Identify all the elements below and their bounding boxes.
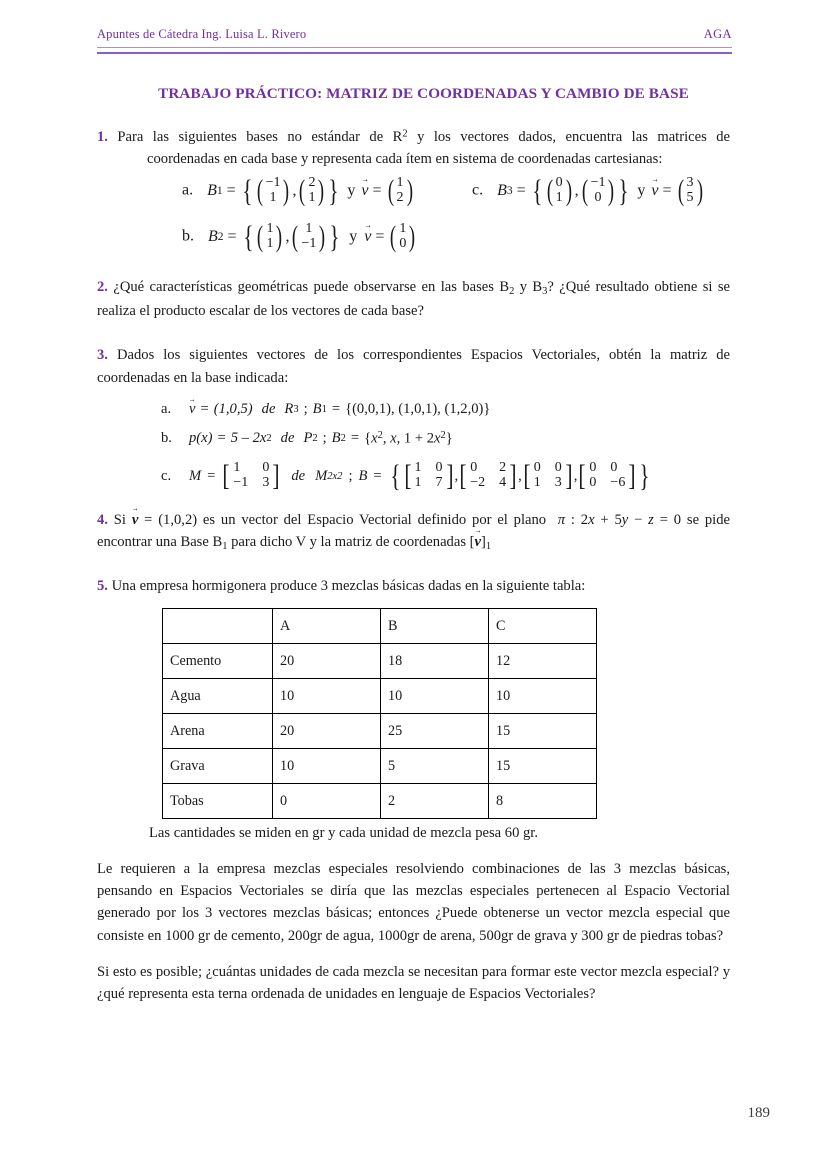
question-3-number: 3. [97,347,108,364]
page-number: 189 [747,1105,770,1121]
table-header-a: A [273,609,381,644]
cell-grava-b: 5 [381,749,489,784]
item-3b-label: b. [161,430,172,447]
cell-tobas-a: 0 [273,784,381,819]
header-divider-thin [97,47,732,51]
question-3-text: Dados los siguientes vectores de los correspondientes Espacios Vectoriales, obtén la matriz de coordenadas en la base indicada: [97,347,730,386]
question-1-line2: coordenadas en cada base y representa cada ítem en sistema de coordenadas cartesianas: [147,151,663,168]
item-1a-expression: B 1 = { ( −1 1 ) , ( 2 1 ) } y → v = ( 1 2 ) [207,176,414,205]
row-label-arena: Arena [163,714,273,749]
mixtures-table [162,608,597,819]
header-divider-thick [97,52,732,54]
question-4-number: 4. [97,511,108,528]
question-3 [97,344,730,493]
question-5-text: Una empresa hormigonera produce 3 mezclas básicas dadas en la siguiente tabla: [111,577,586,594]
question-1 [97,126,730,266]
question-1-line1: Para las siguientes bases no estándar de $R^2$ y los vectores dados, encuentra las matrices de [117,128,730,145]
item-3c-label: c. [161,467,172,484]
question-5 [97,575,730,1005]
cell-arena-a: 20 [273,714,381,749]
table-row [163,784,597,819]
item-3a-expression: → v = (1,0,5) de R 3 ; B 1 = {(0,0,1), (1,0,1), (1,2,0)} [189,401,490,418]
question-5-paragraph-2: Si esto es posible; ¿cuántas unidades de cada mezcla se necesitan para formar este vector mezcla especial? y ¿qué representa esta terna ordenada de unidades en lenguaje de Espacios Vectoriales? [97,963,730,1002]
document-body [58,85,770,1005]
item-3a-label: a. [161,400,172,417]
item-3c-expression: M = [ 1 0 −1 3 ] de M 2x2 ; B = { [ 1 0 1 7 ] , [ 0 2 −2 4 ] , [ 0 0 1 3 ] , [ 0 0 0 −6 ] } [189,457,650,493]
question-2-text: ¿Qué características geométricas puede observarse en las bases $B_2$ y $B_3$? ¿Qué resultado obtiene si se realiza el producto escalar de los vectores de cada base? [97,279,730,320]
row-label-grava: Grava [163,749,273,784]
question-4-text: Si → v = (1,0,2) es un vector del Espacio Vectorial definido por el plano π : 2x + 5y − z = 0 se pide encontrar una Base $B_1$ para dicho V y la matriz de coordenadas [→ $v]_1$ [97,512,730,550]
question-4 [97,509,730,555]
cell-tobas-b: 2 [381,784,489,819]
question-5-paragraph-1: Le requieren a la empresa mezclas especiales resolviendo combinaciones de las 3 mezclas básicas, pensando en Espacios Vectoriales se diría que las mezclas especiales pertenecen al Espacio Vectorial generado por los 3 vectores mezclas básicas; entonces ¿Puede obtenerse un vector mezcla especial que consiste en 1000 gr de cemento, 200gr de agua, 1000gr de arena, 500gr de grava y 300 gr de piedras tobas? [97,861,730,944]
header-title-left: Apuntes de Cátedra Ing. Luisa L. Rivero [97,27,307,41]
question-1-number: 1. [97,129,108,145]
question-5-number: 5. [97,577,108,594]
item-1c-expression: B 3 = { ( 0 1 ) , ( −1 0 ) } y → v = ( 3 5 ) [497,176,704,205]
row-label-agua: Agua [163,679,273,714]
running-header [58,0,770,42]
item-1b-expression: B 2 = { ( 1 1 ) , ( 1 −1 ) } y → v = ( 1 0 ) [208,222,417,251]
table-header-row [163,609,597,644]
cell-grava-a: 10 [273,749,381,784]
cell-cemento-b: 18 [381,644,489,679]
cell-agua-c: 10 [489,679,597,714]
item-1b-label: b. [182,227,194,245]
item-1a-label: a. [182,181,194,199]
cell-cemento-c: 12 [489,644,597,679]
row-label-tobas: Tobas [163,784,273,819]
cell-arena-c: 15 [489,714,597,749]
table-header-c: C [489,609,597,644]
table-row [163,644,597,679]
table-corner-cell [163,609,273,644]
cell-tobas-c: 8 [489,784,597,819]
table-caption: Las cantidades se miden en gr y cada unidad de mezcla pesa 60 gr. [149,825,539,842]
row-label-cemento: Cemento [163,644,273,679]
table-row [163,714,597,749]
cell-grava-c: 15 [489,749,597,784]
page-title: TRABAJO PRÁCTICO: MATRIZ DE COORDENADAS Y CAMBIO DE BASE [158,85,689,102]
cell-agua-a: 10 [273,679,381,714]
cell-agua-b: 10 [381,679,489,714]
table-row [163,679,597,714]
item-1c-label: c. [472,181,484,199]
item-3b-expression: p(x) = 5 – 2x 2 de P 2 ; B 2 = {$x^2$, x, $1 + 2x^2$} [189,429,453,447]
table-header-b: B [381,609,489,644]
cell-arena-b: 25 [381,714,489,749]
header-title-right: AGA [703,27,732,41]
question-2 [97,276,730,322]
table-row [163,749,597,784]
cell-cemento-a: 20 [273,644,381,679]
question-2-number: 2. [97,279,108,296]
